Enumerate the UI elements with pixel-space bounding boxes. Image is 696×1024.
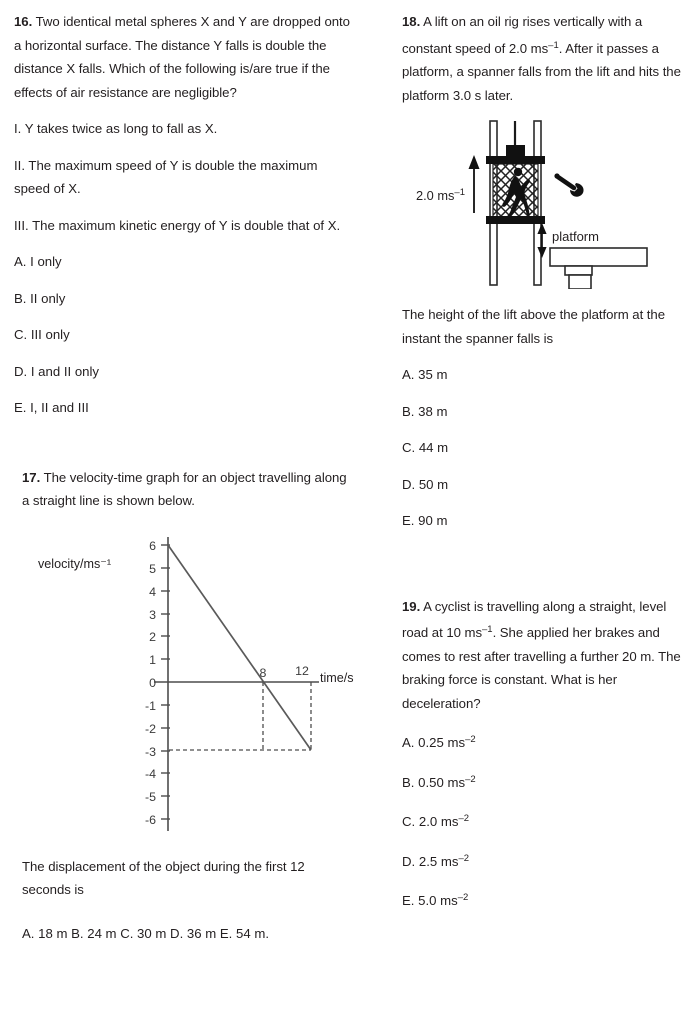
- question-19-option-a-letter: A.: [402, 735, 415, 750]
- question-18-number: 18.: [402, 14, 421, 29]
- question-19-stem: [402, 595, 694, 716]
- svg-text:-3: -3: [144, 744, 156, 759]
- question-16-option-d[interactable]: D. I and II only: [14, 363, 100, 379]
- question-16-option-b[interactable]: B. II only: [14, 290, 66, 306]
- question-16-option-c[interactable]: C. III only: [14, 327, 70, 342]
- graph-x-axis-label: time/s: [320, 670, 354, 685]
- spanner-icon: [554, 173, 583, 196]
- svg-text:1: 1: [149, 652, 156, 667]
- question-16-number: 16.: [14, 14, 33, 29]
- question-19-option-c-value: 2.0 ms: [418, 814, 459, 829]
- question-17-number: 17.: [22, 469, 41, 485]
- svg-text:-1: -1: [144, 698, 156, 713]
- question-19-option-d-letter: D.: [402, 853, 416, 869]
- left-column: [14, 0, 354, 945]
- svg-text:2: 2: [149, 629, 156, 644]
- svg-text:-5: -5: [144, 789, 156, 804]
- question-18-option-e[interactable]: E. 90 m: [402, 513, 448, 528]
- question-16-statement-1: I. Y takes twice as long to fall as X.: [14, 121, 218, 136]
- lift-speed-value: 2.0 ms: [416, 188, 455, 203]
- question-18-stem-text-part1: A lift on an oil rig rises vertically with a constant speed of 2.0 ms: [402, 14, 643, 56]
- question-16: [14, 10, 354, 420]
- question-18-option-c[interactable]: C. 44 m: [402, 440, 449, 455]
- question-18-option-b[interactable]: B. 38 m: [402, 403, 448, 419]
- platform-label: platform: [552, 229, 599, 244]
- right-column: [402, 0, 694, 913]
- question-16-option-a[interactable]: A. I only: [14, 254, 62, 269]
- svg-text:8: 8: [259, 665, 267, 680]
- question-17-options-inline[interactable]: A. 18 m B. 24 m C. 30 m D. 36 m E. 54 m.: [22, 925, 269, 941]
- svg-text:4: 4: [149, 584, 156, 599]
- question-19-option-d-value: 2.5 ms: [418, 853, 459, 869]
- question-19-stem-text-part2: . She applied her brakes and comes to rest after travelling a further 20 m. The braking force is constant. What is her deceleration?: [402, 625, 681, 711]
- svg-text:3: 3: [149, 607, 156, 622]
- question-17-stem: [14, 466, 354, 513]
- question-18: [402, 10, 694, 533]
- question-19-option-d[interactable]: [402, 847, 694, 874]
- question-19-option-b-superscript: –2: [465, 773, 476, 785]
- svg-text:-6: -6: [144, 812, 156, 827]
- question-19-option-a-value: 0.25 ms: [418, 735, 466, 750]
- question-19-number: 19.: [402, 598, 421, 614]
- question-19-stem-text-part1: A cyclist is travelling along a straight, level road at 10 ms: [402, 598, 667, 640]
- svg-text:-4: -4: [144, 766, 156, 781]
- lift-cable-head-block: [506, 145, 525, 157]
- question-19-option-a[interactable]: [402, 728, 694, 755]
- question-17-followup: The displacement of the object during the first 12 seconds is: [22, 858, 305, 897]
- svg-text:12: 12: [295, 663, 309, 678]
- question-16-statement-3: III. The maximum kinetic energy of Y is double that of X.: [14, 217, 341, 233]
- lift-diagram-canvas: [402, 117, 694, 289]
- question-19-option-d-superscript: –2: [458, 852, 470, 864]
- svg-text:-2: -2: [144, 721, 156, 736]
- graph-canvas: [14, 531, 354, 851]
- question-18-stem-text-part2: . After it passes a platform, a spanner falls from the lift and hits the platform 3.0 s later.: [402, 40, 681, 103]
- lift-speed-unit-superscript: –1: [454, 187, 465, 198]
- svg-text:6: 6: [149, 538, 156, 553]
- graph-y-axis-label: velocity/ms⁻¹: [38, 556, 112, 571]
- question-19-unit-superscript-1: –1: [481, 624, 493, 635]
- question-19-option-a-superscript: –2: [465, 734, 476, 745]
- lift-velocity-arrow: [469, 155, 480, 213]
- platform-slab: [550, 248, 647, 266]
- lift-diagram: [402, 117, 694, 289]
- question-18-followup: The height of the lift above the platform at the instant the spanner falls is: [402, 307, 665, 346]
- question-19-option-e-superscript: –2: [457, 892, 469, 903]
- question-16-option-e[interactable]: E. I, II and III: [14, 400, 89, 415]
- velocity-time-graph: [14, 531, 354, 851]
- question-18-option-d[interactable]: D. 50 m: [402, 476, 449, 492]
- question-19-option-e-letter: E.: [402, 893, 415, 908]
- svg-text:0: 0: [149, 675, 156, 690]
- question-19: [402, 595, 694, 913]
- question-19-option-b[interactable]: [402, 768, 694, 795]
- question-19-option-c[interactable]: [402, 807, 694, 834]
- question-16-stem: [14, 10, 354, 104]
- question-19-option-b-letter: B.: [402, 774, 415, 790]
- graph-data-line-velocity: [168, 545, 311, 750]
- question-18-option-a[interactable]: A. 35 m: [402, 367, 448, 382]
- question-19-option-b-value: 0.50 ms: [418, 774, 466, 790]
- question-19-option-e[interactable]: [402, 886, 694, 913]
- question-17: [14, 466, 354, 946]
- question-16-statement-2: II. The maximum speed of Y is double the maximum speed of X.: [14, 157, 318, 196]
- graph-x-tick-labels: [260, 664, 309, 680]
- lift-cage-bottom-bar: [486, 216, 545, 224]
- graph-y-tick-labels: [145, 539, 156, 827]
- platform-support-column: [569, 275, 591, 289]
- platform-neck: [565, 266, 592, 275]
- question-19-option-e-value: 5.0 ms: [418, 893, 458, 908]
- question-19-option-c-letter: C.: [402, 814, 416, 829]
- question-18-unit-superscript-1: –1: [548, 39, 559, 51]
- lift-cage-top-bar: [486, 156, 545, 164]
- svg-text:5: 5: [149, 561, 156, 576]
- question-16-stem-text: Two identical metal spheres X and Y are dropped onto a horizontal surface. The distance Y falls is double the distance X falls. Which of the following is/are true if the effects of air resistance are negligible?: [14, 14, 350, 100]
- question-17-stem-text: The velocity-time graph for an object travelling along a straight line is shown below.: [22, 469, 347, 508]
- question-19-option-c-superscript: –2: [458, 813, 470, 824]
- question-18-stem: [402, 10, 694, 107]
